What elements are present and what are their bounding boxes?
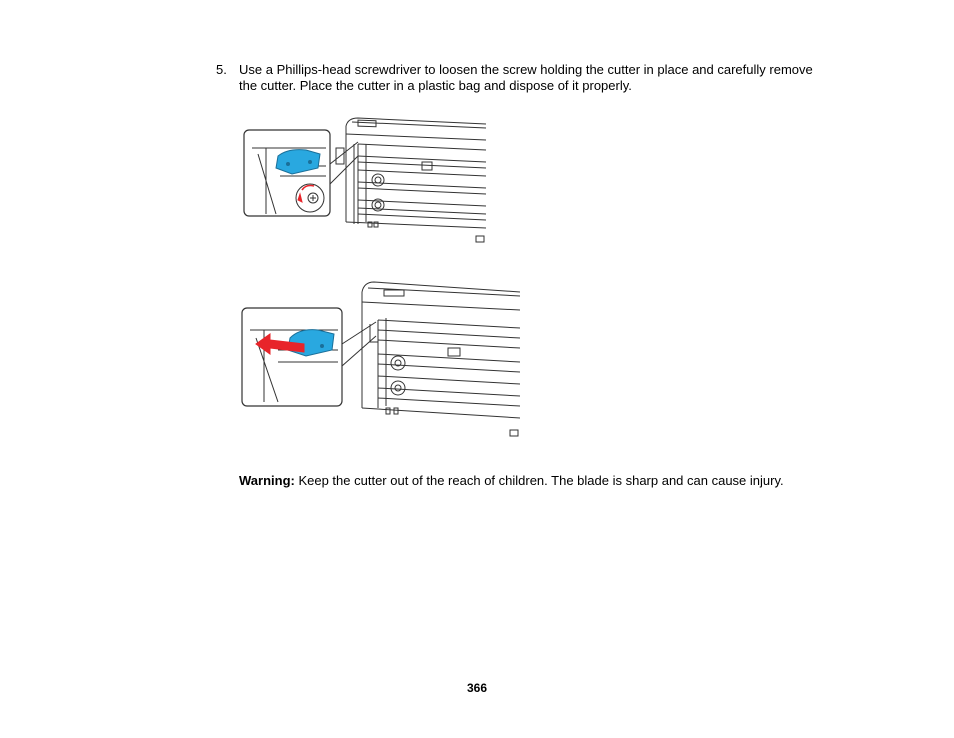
remove-cutter-illustration: [238, 278, 522, 442]
warning-text: Keep the cutter out of the reach of children. The blade is sharp and can cause injury.: [294, 473, 784, 488]
warning-note: [239, 473, 879, 489]
step-number: 5.: [216, 62, 227, 77]
page-number: 366: [466, 681, 488, 695]
warning-label: Warning:: [239, 473, 295, 488]
step-instruction: Use a Phillips-head screwdriver to loosen the screw holding the cutter in place and carefully remove the cutter. Place the cutter in a plastic bag and dispose of it properly.: [239, 62, 813, 93]
loosen-screw-illustration: [240, 104, 488, 248]
